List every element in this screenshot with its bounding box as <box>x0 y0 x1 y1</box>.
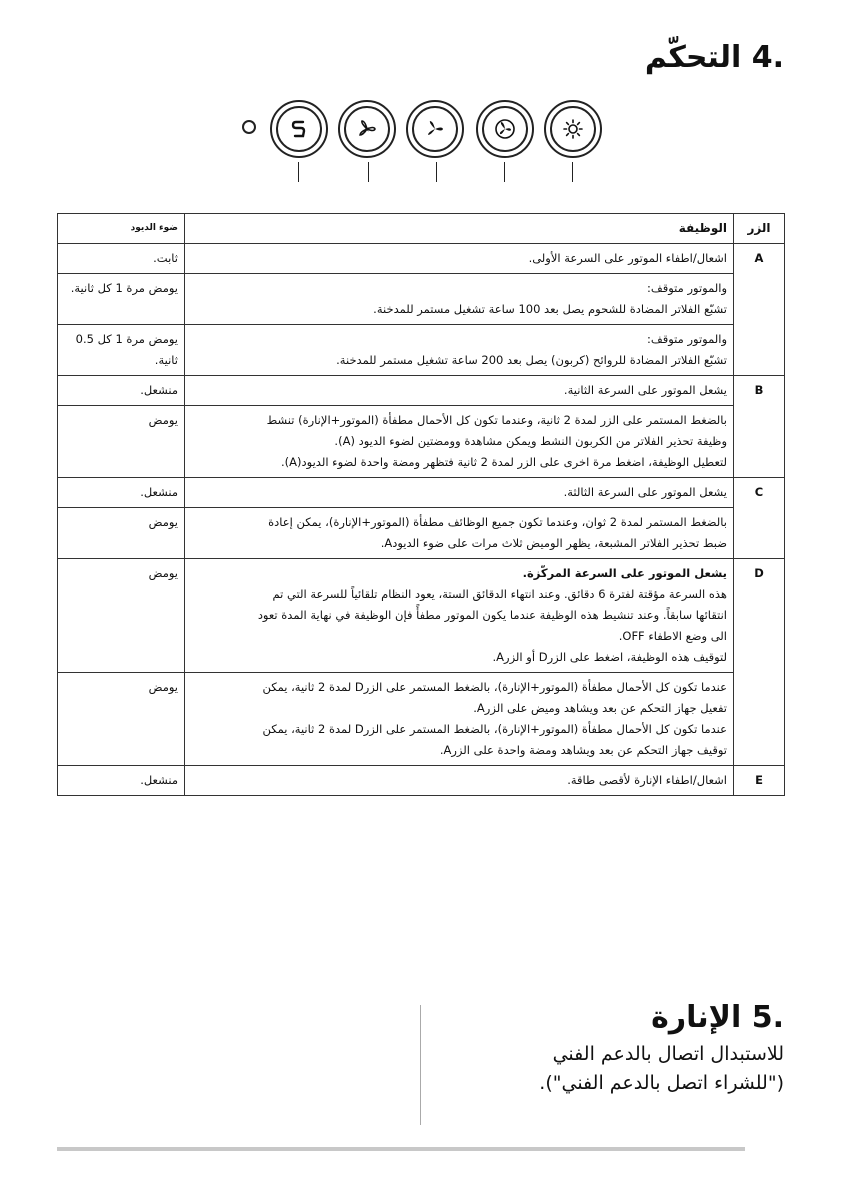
function-cell: اشعال/اطفاء الإنارة لأقصى طاقة. <box>185 766 734 796</box>
text-line: والموتور متوقف: <box>646 332 727 346</box>
button-d-intensive <box>270 100 328 158</box>
text-line: بالضغط المستمر على الزر لمدة 2 ثانية، وعندما تكون كل الأحمال مطفأة (الموتور+الإنارة) تنشط <box>266 413 727 427</box>
section-5-text <box>434 1040 784 1098</box>
led-cell: يومض مرة 1 كل ثانية. <box>58 274 185 325</box>
led-cell: يومض <box>58 559 185 673</box>
table-row <box>58 274 785 325</box>
control-functions-table <box>57 213 785 796</box>
text-line: بالضغط المستمر لمدة 2 ثوان، وعندما تكون جميع الوظائف مطفأة (الموتور+الإنارة)، يمكن إعادة <box>268 515 727 529</box>
function-cell <box>185 406 734 478</box>
text-line: والموتور متوقف: <box>646 281 727 295</box>
row-key-c: C <box>734 478 785 559</box>
led-cell: يومض <box>58 673 185 766</box>
fan-speed-3-icon <box>493 117 517 141</box>
function-cell <box>185 325 734 376</box>
table-row <box>58 508 785 559</box>
text-line: لتوقيف هذه الوظيفة، اضغط على الزرD أو الزرA. <box>492 650 727 664</box>
text-line: تشبّع الفلاتر المضادة للشحوم يصل بعد 100 ساعة تشغيل مستمر للمدخنة. <box>373 302 727 316</box>
text-line: يشعل الموتور على السرعة المركّزة. <box>522 566 727 580</box>
text-line: عندما تكون كل الأحمال مطفأة (الموتور+الإنارة)، بالضغط المستمر على الزرD لمدة 2 ثانية، يمكن <box>262 722 727 736</box>
function-cell <box>185 673 734 766</box>
led-cell: يومض <box>58 508 185 559</box>
text-line: تشبّع الفلاتر المضادة للروائح (كربون) يصل بعد 200 ساعة تشغيل مستمر للمدخنة. <box>336 353 727 367</box>
row-key-d: D <box>734 559 785 766</box>
row-key-b: B <box>734 376 785 478</box>
text-line: تفعيل جهاز التحكم عن بعد ويشاهد وميض على الزرA. <box>473 701 727 715</box>
table-row <box>58 673 785 766</box>
column-divider <box>420 1005 421 1125</box>
function-cell: يشعل الموتور على السرعة الثانية. <box>185 376 734 406</box>
function-cell <box>185 274 734 325</box>
table-row <box>58 376 785 406</box>
text-line: لتعطيل الوظيفة، اضغط مرة اخرى على الزر لمدة 2 ثانية فتظهر ومضة واحدة لضوء الديود(A). <box>281 455 727 469</box>
section-5-title: .5 الإنارة <box>651 1000 784 1035</box>
header-function: الوظيفة <box>185 214 734 244</box>
text-line: هذه السرعة مؤقتة لفترة 6 دقائق. وعند انتهاء الدقائق الستة، يعود النظام تلقائياً للسرعة التي تم <box>272 587 727 601</box>
text-line: انتقائها سابقاً. وعند تنشيط هذه الوظيفة عندما يكون الموتور مطفأً فإن الوظيفة في نهاية المدة تعود <box>257 608 727 622</box>
control-panel-diagram <box>240 100 610 190</box>
led-cell: منشعل. <box>58 376 185 406</box>
fan-speed-2-icon <box>423 117 447 141</box>
table-row <box>58 559 785 673</box>
table-header-row <box>58 214 785 244</box>
table-row <box>58 325 785 376</box>
text-line: وظيفة تحذير الفلاتر من الكربون النشط ويمكن مشاهدة وومضتين لضوء الديود (A). <box>334 434 727 448</box>
function-cell <box>185 559 734 673</box>
header-led: ضوء الديود <box>58 214 185 244</box>
table-row <box>58 244 785 274</box>
text-line: الى وضع الاطفاء OFF. <box>618 629 727 643</box>
button-c-speed-1 <box>338 100 396 158</box>
button-b-speed-2 <box>406 100 464 158</box>
row-key-e: E <box>734 766 785 796</box>
led-indicator <box>242 120 256 134</box>
table-row <box>58 406 785 478</box>
led-cell: ثابت. <box>58 244 185 274</box>
footer-rule <box>57 1147 745 1151</box>
button-a-speed-3 <box>476 100 534 158</box>
row-key-a: A <box>734 244 785 376</box>
led-cell: يومض <box>58 406 185 478</box>
text-line: ضبط تحذير الفلاتر المشبعة، يظهر الوميض ثلاث مرات على ضوء الديودA. <box>380 536 727 550</box>
function-cell <box>185 508 734 559</box>
function-cell: يشعل الموتور على السرعة الثالثة. <box>185 478 734 508</box>
led-cell: منشعل. <box>58 766 185 796</box>
light-icon <box>561 117 585 141</box>
function-cell: اشعال/اطفاء الموتور على السرعة الأولى. <box>185 244 734 274</box>
table-row <box>58 478 785 508</box>
text-line: عندما تكون كل الأحمال مطفأة (الموتور+الإنارة)، بالضغط المستمر على الزرD لمدة 2 ثانية، يمكن <box>262 680 727 694</box>
intensive-icon <box>287 117 311 141</box>
text-line: توقيف جهاز التحكم عن بعد ويشاهد ومضة واحدة على الزرA. <box>439 743 727 757</box>
header-button: الزر <box>734 214 785 244</box>
fan-speed-1-icon <box>355 117 379 141</box>
led-cell: يومض مرة 1 كل 0.5 ثانية. <box>58 325 185 376</box>
led-cell: منشعل. <box>58 478 185 508</box>
text-line: للاستبدال اتصال بالدعم الفني <box>552 1043 784 1065</box>
table-row <box>58 766 785 796</box>
text-line: ("للشراء اتصل بالدعم الفني"). <box>539 1072 784 1094</box>
section-4-title: .4 التحكّم <box>644 40 784 75</box>
button-e-light <box>544 100 602 158</box>
